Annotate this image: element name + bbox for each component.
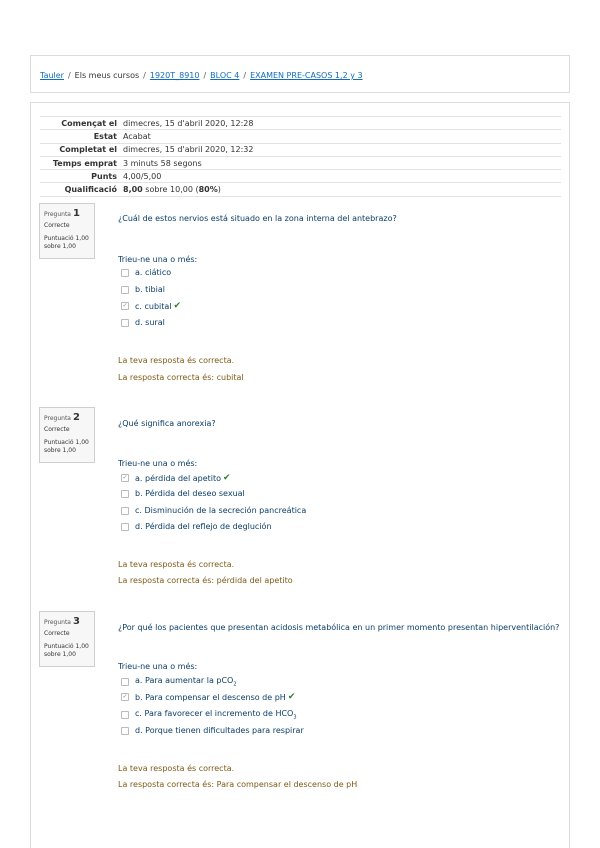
breadcrumb-link-course[interactable]: 1920T_8910 — [149, 71, 200, 80]
summary-value: dimecres, 15 d'abril 2020, 12:32 — [123, 143, 561, 156]
breadcrumb-separator: / — [243, 71, 247, 80]
check-icon: ✔ — [287, 692, 296, 702]
breadcrumb-link-exam[interactable]: EXAMEN PRE-CASOS 1,2 y 3 — [250, 71, 363, 80]
breadcrumb-separator: / — [67, 71, 71, 80]
breadcrumb-item-courses[interactable]: Els meus cursos — [74, 71, 140, 80]
checkbox-icon[interactable] — [121, 490, 129, 498]
grade-text: sobre 10,00 ( — [142, 185, 199, 195]
question-info-box — [39, 407, 95, 463]
right-answer-text: La resposta correcta és: cubital — [118, 373, 244, 382]
answer-option[interactable] — [121, 726, 304, 735]
breadcrumb-separator: / — [203, 71, 207, 80]
checkbox-icon[interactable] — [121, 319, 129, 327]
question-number — [44, 208, 94, 219]
answer-option-label: d. sural — [135, 318, 165, 327]
summary-row — [40, 130, 561, 143]
checkbox-icon[interactable] — [121, 711, 129, 719]
answer-option-label: d. Pérdida del reflejo de deglución — [135, 522, 272, 531]
answer-option-label: c. Disminución de la secreción pancreática — [135, 506, 307, 515]
answer-option[interactable] — [121, 709, 297, 721]
checkbox-checked-icon[interactable]: ✓ — [122, 474, 128, 481]
subscript: 3 — [293, 714, 297, 721]
question-text: ¿Por qué los pacientes que presentan acidosis metabólica en un primer momento presentan hiperventilación? — [118, 623, 560, 632]
checkbox-icon[interactable] — [121, 523, 129, 531]
answer-option-text: a. Para aumentar la pCO — [135, 676, 234, 685]
summary-row — [40, 117, 561, 130]
answer-prompt: Trieu-ne una o més: — [118, 255, 198, 264]
question-grade — [44, 643, 94, 659]
checkbox-icon[interactable] — [121, 727, 129, 735]
question-grade-line: Puntuació 1,00 — [44, 439, 89, 446]
answer-prompt: Trieu-ne una o més: — [118, 459, 198, 468]
question-number — [44, 616, 94, 627]
question-info-box — [39, 203, 95, 259]
checkbox-checked-icon[interactable]: ✓ — [122, 302, 128, 309]
summary-label: Qualificació — [40, 183, 123, 196]
feedback-text: La teva resposta és correcta. — [118, 560, 235, 569]
breadcrumb — [40, 71, 363, 80]
question-grade-line: Puntuació 1,00 — [44, 235, 89, 242]
summary-row — [40, 170, 561, 183]
question-state: Correcte — [44, 222, 70, 229]
right-answer-text: La resposta correcta és: pérdida del apetito — [118, 576, 293, 585]
answer-option-label — [135, 709, 297, 721]
question-label: Pregunta — [44, 415, 71, 422]
question-label: Pregunta — [44, 619, 71, 626]
question-grade-line: sobre 1,00 — [44, 447, 76, 454]
grade-text-end: ) — [217, 185, 221, 195]
answer-option[interactable] — [121, 506, 306, 515]
answer-option-label — [135, 676, 237, 688]
summary-row — [40, 156, 561, 169]
question-info-box — [39, 611, 95, 667]
attempt-summary-table — [40, 116, 561, 197]
check-icon: ✔ — [173, 301, 182, 311]
question-grade-line: sobre 1,00 — [44, 651, 76, 658]
summary-value: Acabat — [123, 130, 561, 143]
summary-row — [40, 143, 561, 156]
summary-grade-value — [123, 183, 561, 196]
check-icon: ✔ — [223, 473, 231, 483]
checkbox-icon[interactable] — [121, 286, 129, 294]
feedback-text: La teva resposta és correcta. — [118, 764, 235, 773]
answer-option-label: b. Pérdida del deseo sexual — [135, 489, 245, 498]
feedback-text: La teva resposta és correcta. — [118, 356, 235, 365]
answer-option[interactable] — [121, 676, 237, 688]
answer-option[interactable] — [121, 301, 181, 311]
summary-label: Completat el — [40, 143, 123, 156]
answer-option-label: a. pérdida del apetito — [135, 473, 222, 483]
answer-option-label: b. tibial — [135, 285, 165, 294]
grade-percent: 80% — [198, 185, 218, 195]
breadcrumb-link-tauler[interactable]: Tauler — [40, 71, 64, 80]
summary-value: 4,00/5,00 — [123, 170, 561, 183]
question-number — [44, 412, 94, 423]
answer-option[interactable] — [121, 522, 272, 531]
breadcrumb-bar — [30, 55, 570, 93]
summary-value: 3 minuts 58 segons — [123, 156, 561, 169]
checkbox-checked-icon[interactable]: ✓ — [122, 693, 128, 700]
question-grade — [44, 439, 94, 455]
answer-option[interactable] — [121, 473, 231, 483]
right-answer-text: La resposta correcta és: Para compensar el descenso de pH — [118, 780, 358, 789]
question-number-value: 2 — [72, 412, 80, 423]
question-state: Correcte — [44, 426, 70, 433]
answer-option[interactable] — [121, 285, 165, 294]
answer-option[interactable] — [121, 489, 245, 498]
checkbox-icon[interactable] — [121, 269, 129, 277]
summary-label: Temps emprat — [40, 156, 123, 169]
answer-option-label: c. cubital — [135, 301, 172, 311]
question-grade-line: sobre 1,00 — [44, 243, 76, 250]
breadcrumb-separator: / — [143, 71, 146, 80]
question-number-value: 3 — [72, 616, 80, 627]
grade-score: 8,00 — [123, 185, 143, 195]
question-grade — [44, 235, 94, 251]
question-text: ¿Qué significa anorexia? — [118, 419, 216, 428]
answer-option[interactable] — [121, 268, 171, 277]
answer-option[interactable] — [121, 692, 295, 702]
summary-label: Començat el — [40, 117, 123, 130]
question-number-value: 1 — [72, 208, 80, 219]
summary-label: Estat — [40, 130, 123, 143]
question-label: Pregunta — [44, 211, 71, 218]
question-text: ¿Cuál de estos nervios está situado en la zona interna del antebrazo? — [118, 214, 397, 223]
answer-option-label: d. Porque tienen dificultades para respirar — [135, 726, 304, 735]
question-grade-line: Puntuació 1,00 — [44, 643, 89, 650]
subscript: 2 — [233, 681, 237, 688]
answer-option-label: b. Para compensar el descenso de pH — [135, 692, 286, 702]
checkbox-icon[interactable] — [121, 678, 129, 686]
question-state: Correcte — [44, 630, 70, 637]
answer-option-text: c. Para favorecer el incremento de HCO — [135, 709, 294, 718]
answer-prompt: Trieu-ne una o més: — [118, 662, 198, 671]
summary-row-grade — [40, 183, 561, 196]
summary-label: Punts — [40, 170, 123, 183]
answer-option-label: a. ciático — [135, 268, 172, 277]
summary-value: dimecres, 15 d'abril 2020, 12:28 — [123, 117, 561, 130]
answer-option[interactable] — [121, 318, 165, 327]
breadcrumb-link-bloc[interactable]: BLOC 4 — [210, 71, 240, 80]
checkbox-icon[interactable] — [121, 507, 129, 515]
